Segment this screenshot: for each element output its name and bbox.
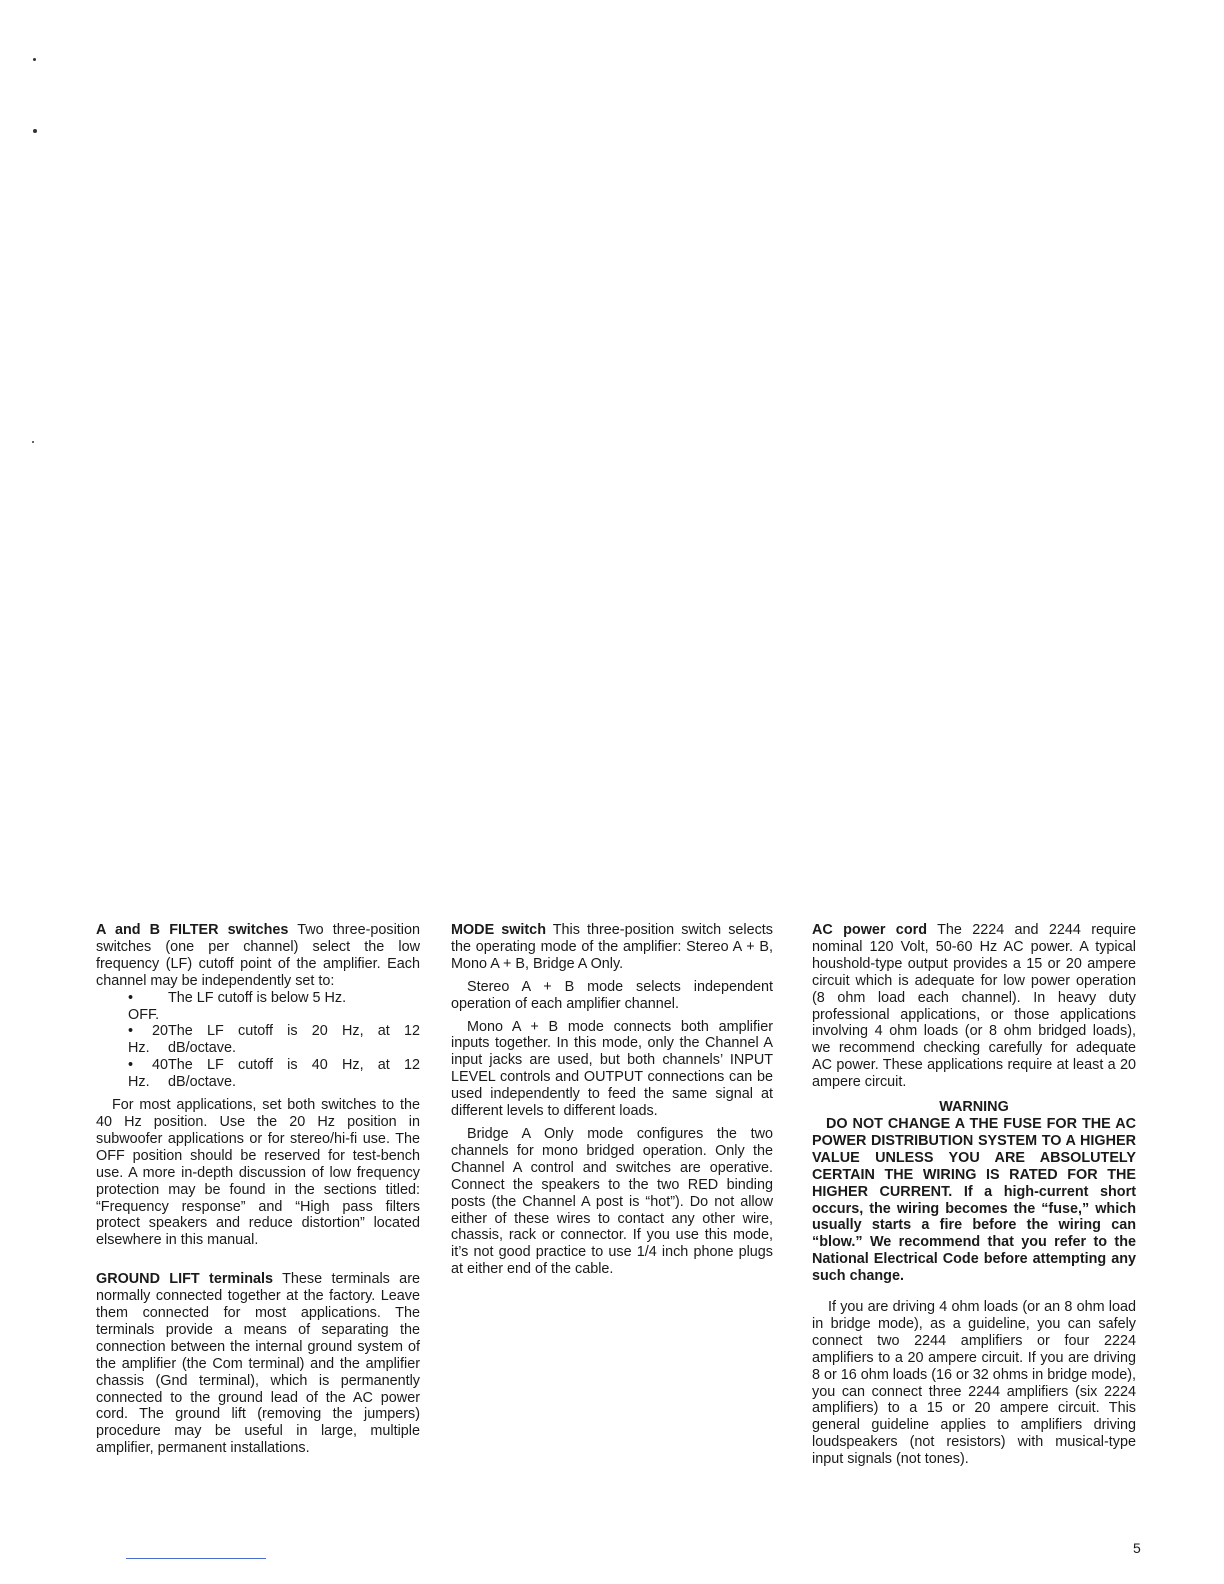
scan-speck	[33, 129, 37, 133]
mode-section	[451, 922, 773, 973]
page-number: 5	[1133, 1540, 1141, 1556]
filter-option-off	[96, 990, 420, 1024]
filter-heading: A and B FILTER switches	[96, 922, 289, 938]
ground-heading: GROUND LIFT terminals	[96, 1271, 274, 1288]
filter-intro: Two three-position switches (one per channel) select the low frequency (LF) cutoff point of the amplifier. Each channel may be independently set to:	[96, 922, 420, 989]
option-label: • OFF.	[128, 989, 160, 1023]
option-text: The LF cutoff is below 5 Hz.	[168, 989, 347, 1006]
mode-bridge: Bridge A Only mode configures the two channels for mono bridged operation. Only the Channel A control and switches are operative. Connect the speakers to the two RED binding posts (the Channel A post is “hot”). Do not allow either of these wires to contact any other wire, chassis, rack or connector. If you use this mode, it’s not good practice to use 1/4 inch phone plugs at either end of the cable.	[451, 1125, 773, 1278]
ground-text: These terminals are normally connected together at the factory. Leave them connected for most applications. The terminals provide a means of separating the connection between the internal ground system of the amplifier (the Com terminal) and the amplifier chassis (Gnd terminal), which is permanently connected to the ground lead of the AC power cord. The ground lift (removing the jumpers) procedure may be useful in large, multiple amplifier, permanent installations.	[96, 1271, 420, 1457]
column-right	[812, 922, 1136, 1468]
mode-stereo: Stereo A + B mode selects independent operation of each amplifier channel.	[451, 978, 773, 1012]
filter-options	[96, 990, 420, 1091]
option-text: The LF cutoff is 40 Hz, at 12 dB/octave.	[168, 1057, 420, 1091]
mode-heading: MODE switch	[451, 922, 546, 938]
filter-advice: For most applications, set both switches to the 40 Hz position. Use the 20 Hz position in subwoofer applications or for stereo/hi-fi use. The OFF position should be reserved for test-bench use. A more in-depth discussion of low frequency protection may be found in the sections titled: “Frequency response” and “High pass filters protect speakers and reduce distortion” located elsewhere in this manual.	[96, 1097, 420, 1249]
column-left	[96, 922, 420, 1457]
option-label: • 20 Hz.	[128, 1023, 168, 1057]
warning-text: DO NOT CHANGE A THE FUSE FOR THE AC POWER DISTRIBUTION SYSTEM TO A HIGHER VALUE UNLESS YOU ARE ABSOLUTELY CERTAIN THE WIRING IS RATED FOR THE HIGHER CURRENT. If a high-current short occurs, the wiring becomes the “fuse,” which usually starts a fire before the wiring can “blow.” We recommend that you refer to the National Electrical Code before attempting any such change.	[812, 1115, 1136, 1285]
power-guideline: If you are driving 4 ohm loads (or an 8 ohm load in bridge mode), as a guideline, you can safely connect two 2244 amplifiers or four 2224 amplifiers to a 20 ampere circuit. If you are driving 8 or 16 ohm loads (16 or 32 ohms in bridge mode), you can connect three 2244 amplifiers (six 2224 amplifiers) to a 15 or 20 ampere circuit. This general guideline applies to amplifiers driving loudspeakers (not resistors) with musical-type input signals (not tones).	[812, 1299, 1136, 1468]
footer-rule	[126, 1558, 266, 1559]
warning-title: WARNING	[939, 1099, 1009, 1116]
filter-option-40hz	[96, 1057, 420, 1091]
power-heading: AC power cord	[812, 922, 927, 938]
ground-section	[96, 1271, 420, 1457]
filter-option-20hz	[96, 1023, 420, 1057]
mode-intro: This three-position switch selects the operating mode of the amplifier: Stereo A + B, Mono A + B, Bridge A Only.	[451, 922, 773, 972]
power-text: The 2224 and 2244 require nominal 120 Volt, 50-60 Hz AC power. A typical houshold-type output provides a 15 or 20 ampere circuit which is adequate for low power operation (8 ohm load each channel). In heavy duty professional applications, or those applications involving 4 ohm loads (or 8 ohm bridged loads), we recommend checking carefully for adequate AC power. These applications require at least a 20 ampere circuit.	[812, 922, 1137, 1091]
filter-section	[96, 922, 420, 990]
power-section	[812, 922, 1136, 1091]
mode-mono: Mono A + B mode connects both amplifier inputs together. In this mode, only the Channel A input jacks are used, but both channels’ INPUT LEVEL controls and OUTPUT connections can be used independently to feed the same signal at different levels to different loads.	[451, 1018, 773, 1120]
column-middle	[451, 922, 773, 1278]
scan-speck	[32, 441, 34, 443]
option-label: • 40 Hz.	[128, 1057, 168, 1091]
option-text: The LF cutoff is 20 Hz, at 12 dB/octave.	[168, 1023, 420, 1057]
scan-speck	[33, 58, 36, 61]
